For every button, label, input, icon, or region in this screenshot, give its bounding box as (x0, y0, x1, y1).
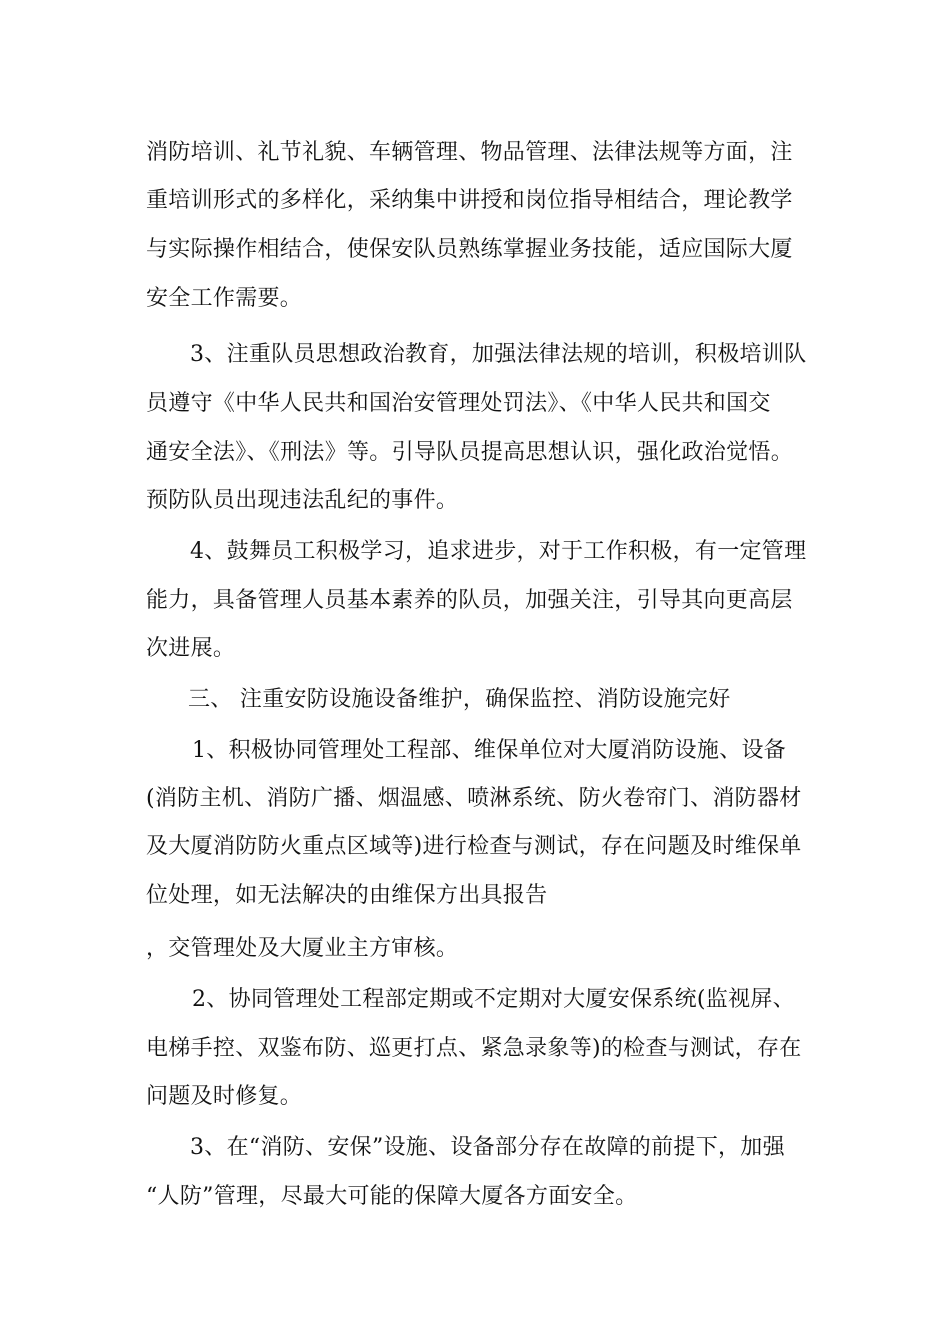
text-line: 消防培训、礼节礼貌、车辆管理、物品管理、法律法规等方面，注 (146, 140, 793, 165)
item-1-first-line: 1、积极协同管理处工程部、维保单位对大厦消防设施、设备 (192, 738, 787, 763)
paragraph-3-first-line: 3、注重队员思想政治教育，加强法律法规的培训，积极培训队 (190, 342, 807, 367)
item-3-first-line: 3、在“消防、安保”设施、设备部分存在故障的前提下，加强 (190, 1135, 785, 1160)
text-line: 问题及时修复。 (146, 1084, 303, 1109)
text-line: 及大厦消防防火重点区域等)进行检查与测试，存在问题及时维保单 (146, 834, 802, 859)
text-line: 能力，具备管理人员基本素养的队员，加强关注，引导其向更高层 (146, 588, 793, 613)
paragraph-4-first-line: 4、鼓舞员工积极学习，追求进步，对于工作积极，有一定管理 (190, 539, 807, 564)
text-line: 位处理，如无法解决的由维保方出具报告 (146, 883, 548, 908)
text-line: 员遵守《中华人民共和国治安管理处罚法》、《中华人民共和国交 (146, 391, 771, 416)
text-line: 次进展。 (146, 636, 236, 661)
text-line: 与实际操作相结合，使保安队员熟练掌握业务技能，适应国际大厦 (146, 237, 793, 262)
text-line: ，交管理处及大厦业主方审核。 (146, 936, 459, 961)
text-line: (消防主机、消防广播、烟温感、喷淋系统、防火卷帘门、消防器材 (146, 786, 802, 811)
item-2-first-line: 2、协同管理处工程部定期或不定期对大厦安保系统(监视屏、 (192, 987, 795, 1012)
text-line: 电梯手控、双鉴布防、巡更打点、紧急录象等)的检查与测试，存在 (146, 1036, 802, 1061)
text-line: 预防队员出现违法乱纪的事件。 (146, 488, 459, 513)
text-line: 安全工作需要。 (146, 286, 303, 311)
text-line: “人防”管理，尽最大可能的保障大厦各方面安全。 (146, 1184, 638, 1209)
section-heading: 三、 注重安防设施设备维护，确保监控、消防设施完好 (188, 687, 731, 712)
text-line: 重培训形式的多样化，采纳集中讲授和岗位指导相结合，理论教学 (146, 188, 793, 213)
text-line: 通安全法》、《刑法》等。引导队员提高思想认识，强化政治觉悟。 (146, 440, 794, 465)
